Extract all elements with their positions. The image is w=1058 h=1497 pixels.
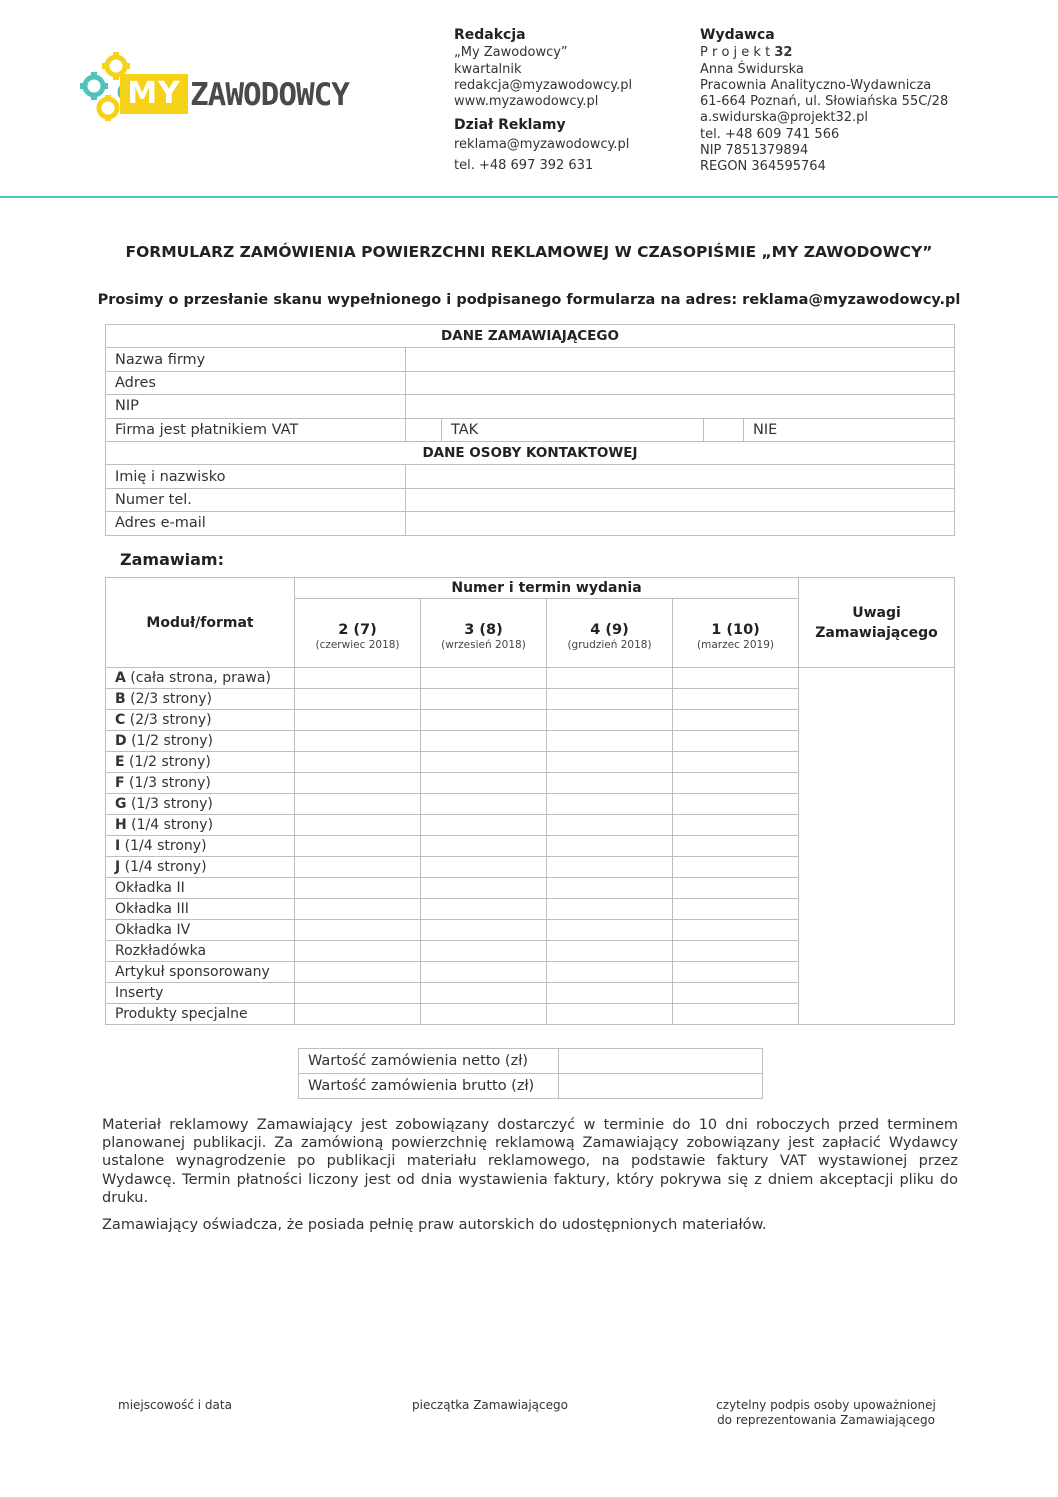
- module-label: [106, 773, 295, 794]
- module-label: [106, 920, 295, 941]
- orderer-table: [105, 324, 955, 536]
- module-label: [106, 983, 295, 1004]
- module-label: [106, 731, 295, 752]
- signature-label: [714, 1398, 938, 1428]
- module-description: (cała strona, prawa): [125, 670, 271, 686]
- module-label: [106, 689, 295, 710]
- remarks-field[interactable]: [799, 668, 955, 1025]
- order-cell[interactable]: [673, 773, 799, 794]
- order-cell[interactable]: [547, 857, 673, 878]
- module-label: [106, 836, 295, 857]
- module-letter: D: [115, 733, 127, 749]
- wydawca-block: [700, 27, 1000, 176]
- module-description: (1/4 strony): [126, 817, 214, 833]
- order-cell[interactable]: [673, 1004, 799, 1025]
- order-cell[interactable]: [673, 794, 799, 815]
- issue-number: 1 (10): [711, 622, 760, 638]
- order-cell[interactable]: [295, 794, 421, 815]
- wydawca-line: REGON 364595764: [700, 159, 826, 175]
- net-value-field[interactable]: [559, 1049, 763, 1074]
- module-label: [106, 857, 295, 878]
- order-cell[interactable]: [295, 773, 421, 794]
- module-label: [106, 710, 295, 731]
- page-title: FORMULARZ ZAMÓWIENIA POWIERZCHNI REKLAMOWEJ W CZASOPIŚMIE „MY ZAWODOWCY”: [125, 243, 933, 261]
- logo-my-text: MY: [120, 74, 188, 114]
- wydawca-heading: Wydawca: [700, 27, 775, 43]
- address-label: Adres: [106, 371, 406, 394]
- wydawca-email[interactable]: a.swidurska@projekt32.pl: [700, 110, 869, 126]
- order-cell[interactable]: [295, 836, 421, 857]
- nip-label: NIP: [106, 395, 406, 418]
- module-description: (1/3 strony): [124, 775, 211, 791]
- order-cell[interactable]: [421, 731, 547, 752]
- order-cell[interactable]: [421, 836, 547, 857]
- order-cell[interactable]: [421, 857, 547, 878]
- wydawca-line: 61-664 Poznań, ul. Słowiańska 55C/28: [700, 94, 949, 110]
- issue-number: 3 (8): [464, 622, 503, 638]
- module-label: [106, 1004, 295, 1025]
- remarks-header: Uwagi Zamawiającego: [799, 578, 955, 668]
- order-cell[interactable]: [295, 668, 421, 689]
- orderer-section-title: DANE ZAMAWIAJĄCEGO: [106, 325, 955, 348]
- order-cell[interactable]: [547, 983, 673, 1004]
- order-cell[interactable]: [295, 878, 421, 899]
- signature-label-line: do reprezentowania Zamawiającego: [717, 1413, 935, 1427]
- module-letter: G: [115, 796, 127, 812]
- order-cell[interactable]: [547, 836, 673, 857]
- module-description: Produkty specjalne: [115, 1006, 248, 1022]
- module-label: [106, 794, 295, 815]
- logo: [80, 52, 350, 122]
- module-description: Okładka III: [115, 901, 189, 917]
- module-description: Okładka II: [115, 880, 185, 896]
- order-cell[interactable]: [673, 920, 799, 941]
- module-label: [106, 962, 295, 983]
- order-cell[interactable]: [421, 710, 547, 731]
- order-cell[interactable]: [295, 899, 421, 920]
- module-description: (2/3 strony): [125, 691, 212, 707]
- issue-date: (czerwiec 2018): [315, 639, 400, 651]
- redakcja-email[interactable]: redakcja@myzawodowcy.pl: [454, 77, 633, 93]
- order-cell[interactable]: [673, 983, 799, 1004]
- contact-name-field[interactable]: [406, 465, 955, 488]
- order-cell[interactable]: [295, 731, 421, 752]
- contact-phone-label: Numer tel.: [106, 488, 406, 511]
- order-heading: Zamawiam:: [120, 550, 224, 569]
- issue-number: 2 (7): [338, 622, 377, 638]
- order-cell[interactable]: [421, 920, 547, 941]
- contact-email-label: Adres e-mail: [106, 512, 406, 535]
- order-cell[interactable]: [673, 689, 799, 710]
- order-cell[interactable]: [673, 836, 799, 857]
- issue-column-header: [295, 599, 421, 668]
- module-description: Rozkładówka: [115, 943, 207, 959]
- order-cell[interactable]: [421, 983, 547, 1004]
- module-description: Artykuł sponsorowany: [115, 964, 270, 980]
- reklama-phone: tel. +48 697 392 631: [454, 158, 594, 174]
- order-cell[interactable]: [295, 983, 421, 1004]
- contact-section-title: DANE OSOBY KONTAKTOWEJ: [106, 441, 955, 464]
- module-letter: I: [115, 838, 121, 854]
- logo-zawodowcy-text: ZAWODOWCY: [190, 77, 349, 113]
- place-date-label: miejscowość i data: [118, 1398, 232, 1412]
- order-cell[interactable]: [673, 941, 799, 962]
- module-row: [106, 668, 955, 689]
- wydawca-brand-prefix: P r o j e k t: [700, 45, 775, 61]
- module-label: [106, 899, 295, 920]
- order-cell[interactable]: [547, 752, 673, 773]
- order-cell[interactable]: [295, 857, 421, 878]
- order-cell[interactable]: [547, 899, 673, 920]
- order-cell[interactable]: [421, 899, 547, 920]
- module-letter: C: [115, 712, 126, 728]
- net-value-label: Wartość zamówienia netto (zł): [299, 1049, 559, 1074]
- order-cell[interactable]: [673, 815, 799, 836]
- company-label: Nazwa firmy: [106, 348, 406, 371]
- order-cell[interactable]: [295, 920, 421, 941]
- wydawca-line: Anna Świdurska: [700, 61, 804, 77]
- signature-label-line: czytelny podpis osoby upoważnionej: [716, 1398, 936, 1412]
- gross-value-label: Wartość zamówienia brutto (zł): [299, 1074, 559, 1099]
- contact-phone-field[interactable]: [406, 488, 955, 511]
- order-cell[interactable]: [547, 941, 673, 962]
- order-cell[interactable]: [547, 962, 673, 983]
- order-cell[interactable]: [421, 773, 547, 794]
- order-cell[interactable]: [295, 710, 421, 731]
- wydawca-line: tel. +48 609 741 566: [700, 126, 840, 142]
- order-cell[interactable]: [421, 878, 547, 899]
- vat-no-checkbox[interactable]: [704, 418, 744, 441]
- order-cell[interactable]: [673, 668, 799, 689]
- order-cell[interactable]: [673, 752, 799, 773]
- module-description: (1/2 strony): [126, 733, 213, 749]
- contact-email-field[interactable]: [406, 512, 955, 535]
- header-divider: [0, 196, 1058, 198]
- issue-header: Numer i termin wydania: [295, 578, 799, 599]
- order-cell[interactable]: [295, 689, 421, 710]
- module-description: (1/2 strony): [124, 754, 211, 770]
- order-cell[interactable]: [547, 815, 673, 836]
- order-cell[interactable]: [547, 1004, 673, 1025]
- nip-field[interactable]: [406, 395, 955, 418]
- issue-date: (grudzień 2018): [567, 639, 652, 651]
- address-field[interactable]: [406, 371, 955, 394]
- issue-date: (marzec 2019): [697, 639, 774, 651]
- terms-paragraph: Materiał reklamowy Zamawiający jest zobowiązany dostarczyć w terminie do 10 dni roboczych przed terminem planowanej publikacji. Za zamówioną powierzchnię reklamową Zamawiający zobowiązany jest zapłacić Wydawcy ustalone wynagrodzenie po publikacji materiału reklamowego, na podstawie faktury VAT wystawionej przez Wydawcę. Termin płatności liczony jest od dnia wystawienia faktury, który pokrywa się z dniem akceptacji pliku do druku.: [102, 1117, 958, 1206]
- gross-value-field[interactable]: [559, 1074, 763, 1099]
- dzial-reklamy-heading: Dział Reklamy: [454, 117, 566, 134]
- order-cell[interactable]: [547, 668, 673, 689]
- wydawca-line: NIP 7851379894: [700, 143, 809, 159]
- order-cell[interactable]: [421, 752, 547, 773]
- module-label: [106, 941, 295, 962]
- module-description: (1/3 strony): [126, 796, 213, 812]
- redakcja-line: „My Zawodowcy”: [454, 45, 568, 61]
- copyright-statement: Zamawiający oświadcza, że posiada pełnię praw autorskich do udostępnionych materiałów.: [102, 1217, 767, 1233]
- module-letter: E: [115, 754, 125, 770]
- order-cell[interactable]: [421, 962, 547, 983]
- module-header: Moduł/format: [106, 578, 295, 668]
- order-cell[interactable]: [547, 773, 673, 794]
- module-label: [106, 878, 295, 899]
- order-cell[interactable]: [421, 815, 547, 836]
- order-table: [105, 577, 955, 1025]
- order-cell[interactable]: [673, 710, 799, 731]
- values-table: [298, 1048, 763, 1099]
- order-cell[interactable]: [673, 731, 799, 752]
- module-description: Okładka IV: [115, 922, 191, 938]
- order-cell[interactable]: [547, 794, 673, 815]
- module-letter: A: [115, 670, 126, 686]
- redakcja-website[interactable]: www.myzawodowcy.pl: [454, 94, 599, 110]
- order-cell[interactable]: [547, 878, 673, 899]
- wydawca-line: Pracownia Analityczno-Wydawnicza: [700, 77, 932, 93]
- order-cell[interactable]: [547, 710, 673, 731]
- order-cell[interactable]: [673, 899, 799, 920]
- module-label: [106, 752, 295, 773]
- wydawca-brand-suffix: 32: [774, 45, 793, 61]
- reklama-email[interactable]: reklama@myzawodowcy.pl: [454, 136, 630, 152]
- order-cell[interactable]: [673, 878, 799, 899]
- issue-column-header: [421, 599, 547, 668]
- module-label: [106, 668, 295, 689]
- order-cell[interactable]: [295, 815, 421, 836]
- vat-no-label: NIE: [744, 418, 955, 441]
- issue-column-header: [673, 599, 799, 668]
- module-description: Inserty: [115, 985, 164, 1001]
- module-description: (1/4 strony): [120, 859, 207, 875]
- module-description: (2/3 strony): [125, 712, 212, 728]
- order-cell[interactable]: [421, 689, 547, 710]
- order-cell[interactable]: [295, 941, 421, 962]
- order-cell[interactable]: [547, 689, 673, 710]
- contact-name-label: Imię i nazwisko: [106, 465, 406, 488]
- order-cell[interactable]: [295, 1004, 421, 1025]
- vat-yes-label: TAK: [442, 418, 704, 441]
- module-letter: J: [115, 859, 121, 875]
- order-cell[interactable]: [421, 668, 547, 689]
- order-cell[interactable]: [673, 962, 799, 983]
- wydawca-brand: [700, 45, 1000, 61]
- issue-date: (wrzesień 2018): [441, 639, 526, 651]
- order-cell[interactable]: [421, 941, 547, 962]
- redakcja-heading: Redakcja: [454, 27, 526, 43]
- issue-number: 4 (9): [590, 622, 629, 638]
- issue-column-header: [547, 599, 673, 668]
- order-cell[interactable]: [421, 1004, 547, 1025]
- order-cell[interactable]: [547, 731, 673, 752]
- redakcja-block: [454, 27, 684, 174]
- order-cell[interactable]: [673, 857, 799, 878]
- order-cell[interactable]: [295, 752, 421, 773]
- module-letter: B: [115, 691, 126, 707]
- company-field[interactable]: [406, 348, 955, 371]
- order-cell[interactable]: [547, 920, 673, 941]
- module-label: [106, 815, 295, 836]
- module-description: (1/4 strony): [120, 838, 207, 854]
- stamp-label: pieczątka Zamawiającego: [412, 1398, 568, 1412]
- redakcja-line: kwartalnik: [454, 61, 522, 77]
- page-subtitle: Prosimy o przesłanie skanu wypełnionego i podpisanego formularza na adres: reklama@myzawodowcy.pl: [97, 292, 961, 308]
- module-letter: F: [115, 775, 125, 791]
- module-letter: H: [115, 817, 127, 833]
- vat-label: Firma jest płatnikiem VAT: [106, 418, 406, 441]
- order-cell[interactable]: [421, 794, 547, 815]
- order-cell[interactable]: [295, 962, 421, 983]
- vat-yes-checkbox[interactable]: [406, 418, 442, 441]
